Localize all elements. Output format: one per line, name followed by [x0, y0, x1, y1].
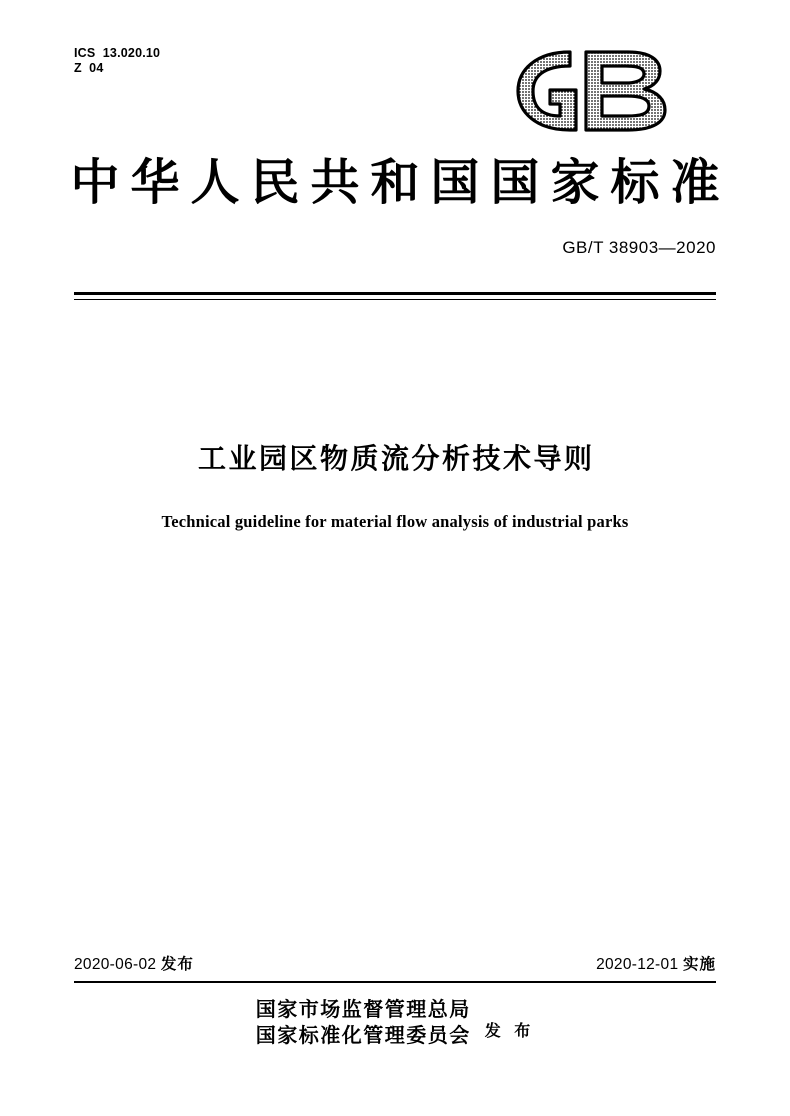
effective-date-value: 2020-12-01 — [596, 956, 679, 973]
effective-date — [596, 952, 716, 974]
issue-date-label: 发布 — [160, 955, 194, 973]
ics-classification-block — [74, 46, 160, 76]
national-standard-title: 中华人民共和国国家标准 — [70, 154, 731, 211]
gb-emblem-icon — [510, 46, 680, 136]
effective-date-label: 实施 — [682, 955, 716, 973]
ics-code: ICS 13.020.10 — [74, 46, 161, 60]
header-rule-thick — [74, 292, 716, 295]
footer-dates — [74, 952, 716, 974]
ccs-code: Z 04 — [74, 61, 104, 75]
header-rule-thin — [74, 299, 716, 300]
issue-date-value: 2020-06-02 — [74, 956, 157, 973]
document-title-chinese: 工业园区物质流分析技术导则 — [197, 442, 595, 475]
issuing-organizations — [0, 996, 790, 1048]
document-title-english: Technical guideline for material flow analysis of industrial parks — [161, 512, 629, 531]
issuer-line-2: 国家标准化管理委员会 — [255, 1023, 471, 1047]
standard-number: GB/T 38903—2020 — [562, 238, 716, 257]
issuer-names — [256, 996, 471, 1048]
issue-date — [74, 952, 194, 974]
footer-rule — [74, 981, 716, 983]
issue-verb: 发 布 — [484, 1020, 535, 1040]
issuer-line-1: 国家市场监督管理总局 — [255, 997, 471, 1021]
